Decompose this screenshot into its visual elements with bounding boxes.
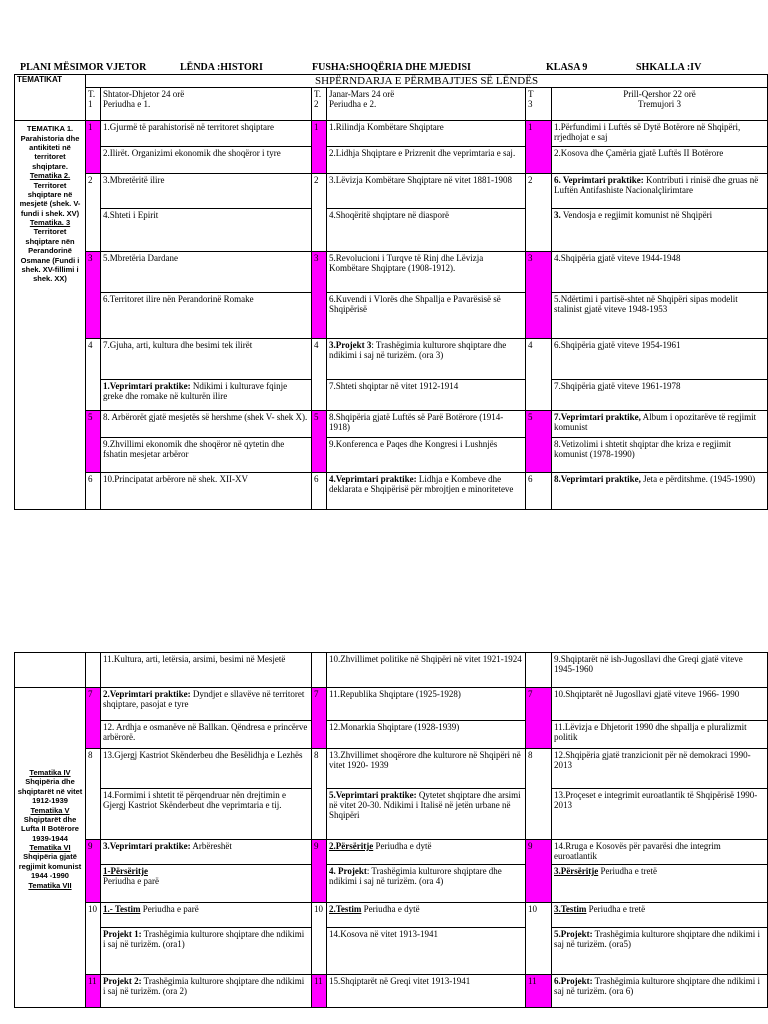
lesson-cell [552, 865, 768, 903]
tematika-line: Tematika IV [29, 768, 71, 777]
tematika-cell [15, 121, 86, 510]
lesson-text: 6.Shqipëria gjatë viteve 1954-1961 [554, 340, 681, 351]
lesson-cell [101, 380, 312, 411]
empty-cell [86, 653, 101, 688]
week-number: 4 [526, 339, 552, 411]
lesson-cell [101, 293, 312, 339]
lesson-cell [552, 473, 768, 510]
lesson-cell [327, 380, 526, 411]
empty-cell [312, 653, 327, 688]
lesson-cell [552, 293, 768, 339]
lesson-cell [552, 147, 768, 174]
lesson-text: Periudha e tretë [586, 904, 646, 914]
week-number: 8 [86, 749, 101, 840]
plan-table-bottom [14, 652, 768, 1008]
lesson-cell [101, 789, 312, 840]
lesson-text: Trashëgimia kulturore shqiptare dhe ndikimi i saj në turizëm. (ora5) [554, 929, 761, 950]
lesson-text: 13.Proçeset e integrimit euroatlantik të Shqipërisë 1990-2013 [554, 790, 758, 811]
col-tematikat: TEMATIKAT [15, 75, 86, 121]
lesson-text: Kontributi i rinisë dhe gruas në Luftën Antifashiste Nacionalçlirimtare [554, 175, 759, 196]
lesson-cell [101, 147, 312, 174]
lesson-text: Periudha e dytë [373, 841, 432, 851]
tematika-line: Territoret shqiptare nën Perandorinë Osmane (Fundi i shek. XV-fillimi i shek. XX) [20, 227, 80, 284]
lesson-cell [327, 209, 526, 252]
lesson-text: Jeta e përditshme. (1945-1990) [640, 474, 756, 485]
lesson-cell [552, 339, 768, 380]
lesson-heading: 1.Veprimtari praktike: [103, 381, 191, 392]
empty-cell [526, 653, 552, 688]
lesson-cell [101, 903, 312, 928]
lesson-heading: 5.Projekt: [554, 929, 593, 939]
lesson-text: 10.Shqiptarët në Jugosllavi gjatë viteve 1966- 1990 [554, 689, 740, 699]
week-number: 8 [312, 749, 327, 840]
lesson-heading: 3.Veprimtari praktike: [103, 841, 191, 851]
tematika-line: Territoret shqiptare në mesjetë (shek. V- fundi i shek. XV) [19, 180, 81, 218]
period-2-t: T. [314, 89, 322, 100]
week-number: 7 [86, 688, 101, 749]
lesson-cell [101, 840, 312, 865]
lesson-text: 1.Rilindja Kombëtare Shqiptare [329, 122, 444, 133]
lesson-cell [327, 293, 526, 339]
lesson-cell [552, 721, 768, 749]
tematika-line: TEMATIKA 1. [26, 124, 74, 134]
lesson-text: Qytetet shqiptare dhe arsimi në vitet 20-30. Ndikimi i Italisë në jetën urbane në Shqipëri [329, 790, 521, 821]
lesson-text: 7.Gjuha, arti, kultura dhe besimi tek ilirët [103, 340, 253, 351]
lesson-text: 14.Rruga e Kosovës për pavarësi dhe integrim euroatlantik [554, 841, 721, 862]
lesson-text: Periudha e tretë [598, 866, 657, 876]
distribution-title: SHPËRNDARJA E PËRMBAJTJES SË LËNDËS [86, 75, 768, 88]
lesson-text: 10.Zhvillimet politike në Shqipëri në vitet 1921-1924 [329, 654, 522, 664]
lesson-cell [552, 174, 768, 209]
period-1-t: T. [88, 89, 96, 100]
lesson-heading: 2.Përsëritje [329, 841, 374, 851]
lesson-heading: 6.Projekt: [554, 976, 593, 986]
lesson-text: 11.Republika Shqiptare (1925-1928) [329, 689, 461, 699]
lesson-text: 10.Principatat arbërore në shek. XII-XV [103, 474, 248, 485]
lesson-text: 5.Ndërtimi i partisë-shtet në Shqipëri sipas modelit stalinist gjatë viteve 1948-1953 [554, 294, 738, 315]
lesson-cell [327, 411, 526, 438]
lesson-cell [327, 174, 526, 209]
lesson-text: 14.Formimi i shtetit të përqendruar nën drejtimin e Gjergj Kastriot Skënderbeut dhe veprimtaria e tij. [103, 790, 286, 811]
tematika-line: Tematika VI [29, 843, 71, 852]
lesson-cell [327, 865, 526, 903]
week-number: 11 [526, 975, 552, 1008]
lesson-heading: 6. Veprimtari praktike: [554, 175, 644, 186]
subject-label: LËNDA :HISTORI [180, 62, 263, 73]
lesson-cell [552, 840, 768, 865]
lesson-heading: 3.Përsëritje [554, 866, 599, 876]
lesson-cell [552, 411, 768, 438]
week-number: 10 [86, 903, 101, 975]
lesson-text: 14.Kosova në vitet 1913-1941 [329, 929, 438, 939]
lesson-text: 5.Revolucioni i Turqve të Rinj dhe Lëvizja Kombëtare Shqiptare (1908-1912). [329, 253, 484, 274]
lesson-heading: Projekt 2: [103, 976, 142, 986]
lesson-cell [327, 749, 526, 789]
lesson-cell [327, 147, 526, 174]
lesson-text: 15.Shqiptarët në Greqi vitet 1913-1941 [329, 976, 471, 986]
lesson-cell [101, 721, 312, 749]
lesson-heading: Projekt 1: [103, 929, 142, 939]
lesson-text: 12. Ardhja e osmanëve në Ballkan. Qëndresa e princërve arbërorë. [103, 722, 308, 743]
lesson-text: Album i opozitarëve të regjimit komunist [554, 412, 757, 433]
week-number: 3 [312, 252, 327, 339]
lesson-cell [552, 928, 768, 975]
week-number: 9 [312, 840, 327, 903]
tematika-line: Shqipëria gjatë regjimit komunist 1944 -1990 [18, 852, 82, 881]
lesson-heading: 2.Veprimtari praktike: [103, 689, 191, 699]
lesson-text: 5.Mbretëria Dardane [103, 253, 178, 264]
lesson-heading: 2.Testim [329, 904, 362, 914]
lesson-text: Arbëreshët [190, 841, 232, 851]
tematika-cell [15, 688, 86, 1008]
tematika-line: Tematika. 3 [29, 218, 71, 228]
plan-title: PLANI MËSIMOR VJETOR [20, 62, 147, 73]
lesson-cell [101, 928, 312, 975]
week-number: 2 [526, 174, 552, 252]
lesson-text: 12.Monarkia Shqiptare (1928-1939) [329, 722, 460, 732]
lesson-text: 8.Vetizolimi i shtetit shqiptar dhe kriza e regjimit komunist (1978-1990) [554, 439, 731, 460]
lesson-cell [552, 789, 768, 840]
lesson-cell [327, 928, 526, 975]
period-1-term [86, 88, 101, 121]
lesson-cell [552, 975, 768, 1008]
lesson-text: 6.Kuvendi i Vlorës dhe Shpallja e Pavarësisë së Shqipërisë [329, 294, 501, 315]
week-number: 11 [86, 975, 101, 1008]
lesson-cell [101, 688, 312, 721]
lesson-cell [552, 121, 768, 147]
week-number: 9 [86, 840, 101, 903]
lesson-text: 2.Ilirët. Organizimi ekonomik dhe shoqëror i tyre [103, 148, 281, 159]
lesson-text: Trashëgimia kulturore shqiptare dhe ndikimi i saj në turizëm. (ora 6) [554, 976, 761, 997]
period-3-t: T [528, 89, 534, 100]
lesson-text: 9.Konferenca e Paqes dhe Kongresi i Lushnjës [329, 439, 498, 450]
lesson-cell [327, 473, 526, 510]
week-number: 10 [526, 903, 552, 975]
week-number: 3 [526, 252, 552, 339]
period-2-header [327, 88, 526, 121]
week-number: 8 [526, 749, 552, 840]
week-number: 1 [312, 121, 327, 174]
lesson-text: 13.Gjergj Kastriot Skënderbeu dhe Besëlidhja e Lezhës [103, 750, 303, 760]
period-2-tnum: 2 [314, 99, 319, 110]
period-3-term [526, 88, 552, 121]
lesson-cell [101, 411, 312, 438]
lesson-heading: 1.- Testim [103, 904, 141, 914]
lesson-text: 1.Përfundimi i Luftës së Dytë Botërore në Shqipëri, rrjedhojat e saj [554, 122, 741, 143]
lesson-text: 6.Territoret ilire nën Perandorinë Romake [103, 294, 254, 305]
week-number: 5 [312, 411, 327, 473]
lesson-text: Periudha e parë [103, 876, 159, 887]
lesson-cell [101, 975, 312, 1008]
lesson-heading: 4. Projekt [329, 866, 367, 876]
tematika-line: Shqiptarët dhe Lufta II Botërore 1939-1944 [21, 814, 79, 843]
week-number: 6 [312, 473, 327, 510]
lesson-text: Vendosja e regjimit komunist në Shqipëri [560, 210, 713, 221]
period-3-header [552, 88, 768, 121]
week-number: 11 [312, 975, 327, 1008]
week-number: 6 [526, 473, 552, 510]
lesson-text: 11.Lëvizja e Dhjetorit 1990 dhe shpallja e pluralizmit politik [554, 722, 747, 743]
tematika-line: Tematika V [30, 805, 70, 815]
lesson-text: 4.Shteti i Epirit [103, 210, 159, 221]
lesson-cell [552, 380, 768, 411]
week-number: 2 [312, 174, 327, 252]
lesson-text: 4.Shoqëritë shqiptare në diasporë [329, 210, 449, 221]
tematika-line: Tematika 2. [29, 171, 71, 181]
lesson-cell [327, 121, 526, 147]
lesson-cell [327, 653, 526, 688]
lesson-text: 12.Shqipëria gjatë tranzicionit për në demokraci 1990-2013 [554, 750, 751, 771]
lesson-cell [101, 749, 312, 789]
lesson-heading: 4.Veprimtari praktike: [329, 474, 417, 485]
lesson-cell [552, 688, 768, 721]
lesson-cell [101, 865, 312, 903]
week-number: 5 [526, 411, 552, 473]
period-2-title: Janar-Mars 24 orë [329, 89, 395, 100]
lesson-heading: 3. [554, 210, 561, 221]
lesson-heading: 7.Veprimtari praktike, [554, 412, 641, 423]
lesson-cell [327, 903, 526, 928]
lesson-cell [101, 121, 312, 147]
week-number: 5 [86, 411, 101, 473]
week-number: 1 [526, 121, 552, 174]
period-1-tnum: 1 [88, 99, 93, 110]
lesson-heading: 8.Veprimtari praktike, [554, 474, 641, 485]
lesson-text: 7.Shqipëria gjatë viteve 1961-1978 [554, 381, 681, 392]
lesson-text: Periudha e dytë [361, 904, 420, 914]
lesson-cell [327, 975, 526, 1008]
lesson-cell [327, 339, 526, 380]
lesson-cell [327, 438, 526, 473]
lesson-text: 9.Shqiptarët në ish-Jugosllavi dhe Greqi gjatë viteve 1945-1960 [554, 654, 743, 675]
lesson-heading: 3.Projekt 3 [329, 340, 372, 351]
week-number: 3 [86, 252, 101, 339]
lesson-cell [327, 789, 526, 840]
tematika-line: Tematika VII [28, 880, 72, 890]
tematika-line: Shqipëria dhe shqiptarët në vitet 1912-1939 [17, 777, 83, 806]
week-number: 7 [312, 688, 327, 749]
lesson-cell [101, 339, 312, 380]
grade-label: KLASA 9 [546, 62, 588, 73]
plan-table-top [14, 74, 768, 510]
lesson-text: 1.Gjurmë të parahistorisë në territoret shqiptare [103, 122, 274, 133]
week-number: 9 [526, 840, 552, 903]
lesson-text: : Trashëgimia kulturore shqiptare dhe ndikimi i saj në turizëm. (ora 4) [329, 866, 502, 887]
lesson-cell [552, 749, 768, 789]
lesson-cell [101, 174, 312, 209]
level-label: SHKALLA :IV [636, 62, 702, 73]
lesson-cell [552, 903, 768, 928]
period-1-title: Shtator-Dhjetor 24 orë [103, 89, 185, 100]
lesson-cell [327, 721, 526, 749]
field-label: FUSHA:SHOQËRIA DHE MJEDISI [312, 62, 471, 73]
lesson-cell [552, 252, 768, 293]
lesson-text: Ndikimi i kulturave fqinje greke dhe romake në kulturën ilire [103, 381, 288, 402]
lesson-cell [101, 473, 312, 510]
lesson-cell [552, 209, 768, 252]
period-3-title: Prill-Qershor 22 orë [623, 89, 696, 100]
lesson-cell [327, 252, 526, 293]
week-number: 1 [86, 121, 101, 174]
week-number: 7 [526, 688, 552, 749]
lesson-cell [327, 840, 526, 865]
lesson-text: Dyndjet e sllavëve në territoret shqiptare, pasojat e tyre [103, 689, 305, 710]
week-number: 10 [312, 903, 327, 975]
lesson-text: : Trashëgimia kulturore shqiptare dhe ndikimi i saj në turizëm. (ora 3) [329, 340, 507, 361]
lesson-text: 3.Mbretëritë ilire [103, 175, 165, 186]
period-3-subtitle: Tremujori 3 [638, 99, 681, 110]
period-1-header [101, 88, 312, 121]
lesson-text: Trashëgimia kulturore shqiptare dhe ndikimi i saj në turizëm. (ora1) [103, 929, 305, 950]
week-number: 4 [312, 339, 327, 411]
tematika-line: Parahistoria dhe antikiteti në territoret shqiptare. [20, 133, 80, 171]
lesson-cell [327, 688, 526, 721]
period-2-term [312, 88, 327, 121]
lesson-cell [101, 209, 312, 252]
lesson-text: 2.Lidhja Shqiptare e Prizrenit dhe veprimtaria e saj. [329, 148, 516, 159]
lesson-heading: 3.Testim [554, 904, 587, 914]
week-number: 4 [86, 339, 101, 411]
lesson-text: 8.Shqipëria gjatë Luftës së Parë Botërore (1914-1918) [329, 412, 504, 433]
lesson-heading: 1-Përsëritje [103, 866, 148, 876]
lesson-cell [101, 252, 312, 293]
lesson-text: 8. Arbërorët gjatë mesjetës së hershme (shek V- shek X). [103, 412, 308, 423]
lesson-text: 13.Zhvillimet shoqërore dhe kulturore në Shqipëri në vitet 1920- 1939 [329, 750, 521, 771]
lesson-text: 3.Lëvizja Kombëtare Shqiptare në vitet 1881-1908 [329, 175, 512, 186]
lesson-text: 9.Zhvillimi ekonomik dhe shoqëror në qytetin dhe fshatin mesjetar arbëror [103, 439, 285, 460]
lesson-text: Lidhja e Kombeve dhe deklarata e Shqipërisë për mbrojtjen e minoriteteve [329, 474, 514, 495]
lesson-text: 11.Kultura, arti, letërsia, arsimi, besimi në Mesjetë [103, 654, 286, 664]
lesson-cell [552, 438, 768, 473]
lesson-cell [552, 653, 768, 688]
lesson-text: 2.Kosova dhe Çamëria gjatë Luftës II Botërore [554, 148, 724, 159]
lesson-text: Periudha e parë [140, 904, 199, 914]
period-1-subtitle: Periudha e 1. [103, 99, 151, 110]
period-3-tnum: 3 [528, 99, 533, 110]
period-2-subtitle: Periudha e 2. [329, 99, 377, 110]
lesson-text: Trashëgimia kulturore shqiptare dhe ndikimi i saj në turizëm. (ora 2) [103, 976, 305, 997]
empty-cell [15, 653, 86, 688]
lesson-text: 7.Shteti shqiptar në vitet 1912-1914 [329, 381, 459, 392]
week-number: 6 [86, 473, 101, 510]
lesson-cell [101, 653, 312, 688]
week-number: 2 [86, 174, 101, 252]
lesson-heading: 5.Veprimtari praktike: [329, 790, 417, 800]
lesson-cell [101, 438, 312, 473]
lesson-text: 4.Shqipëria gjatë viteve 1944-1948 [554, 253, 681, 264]
